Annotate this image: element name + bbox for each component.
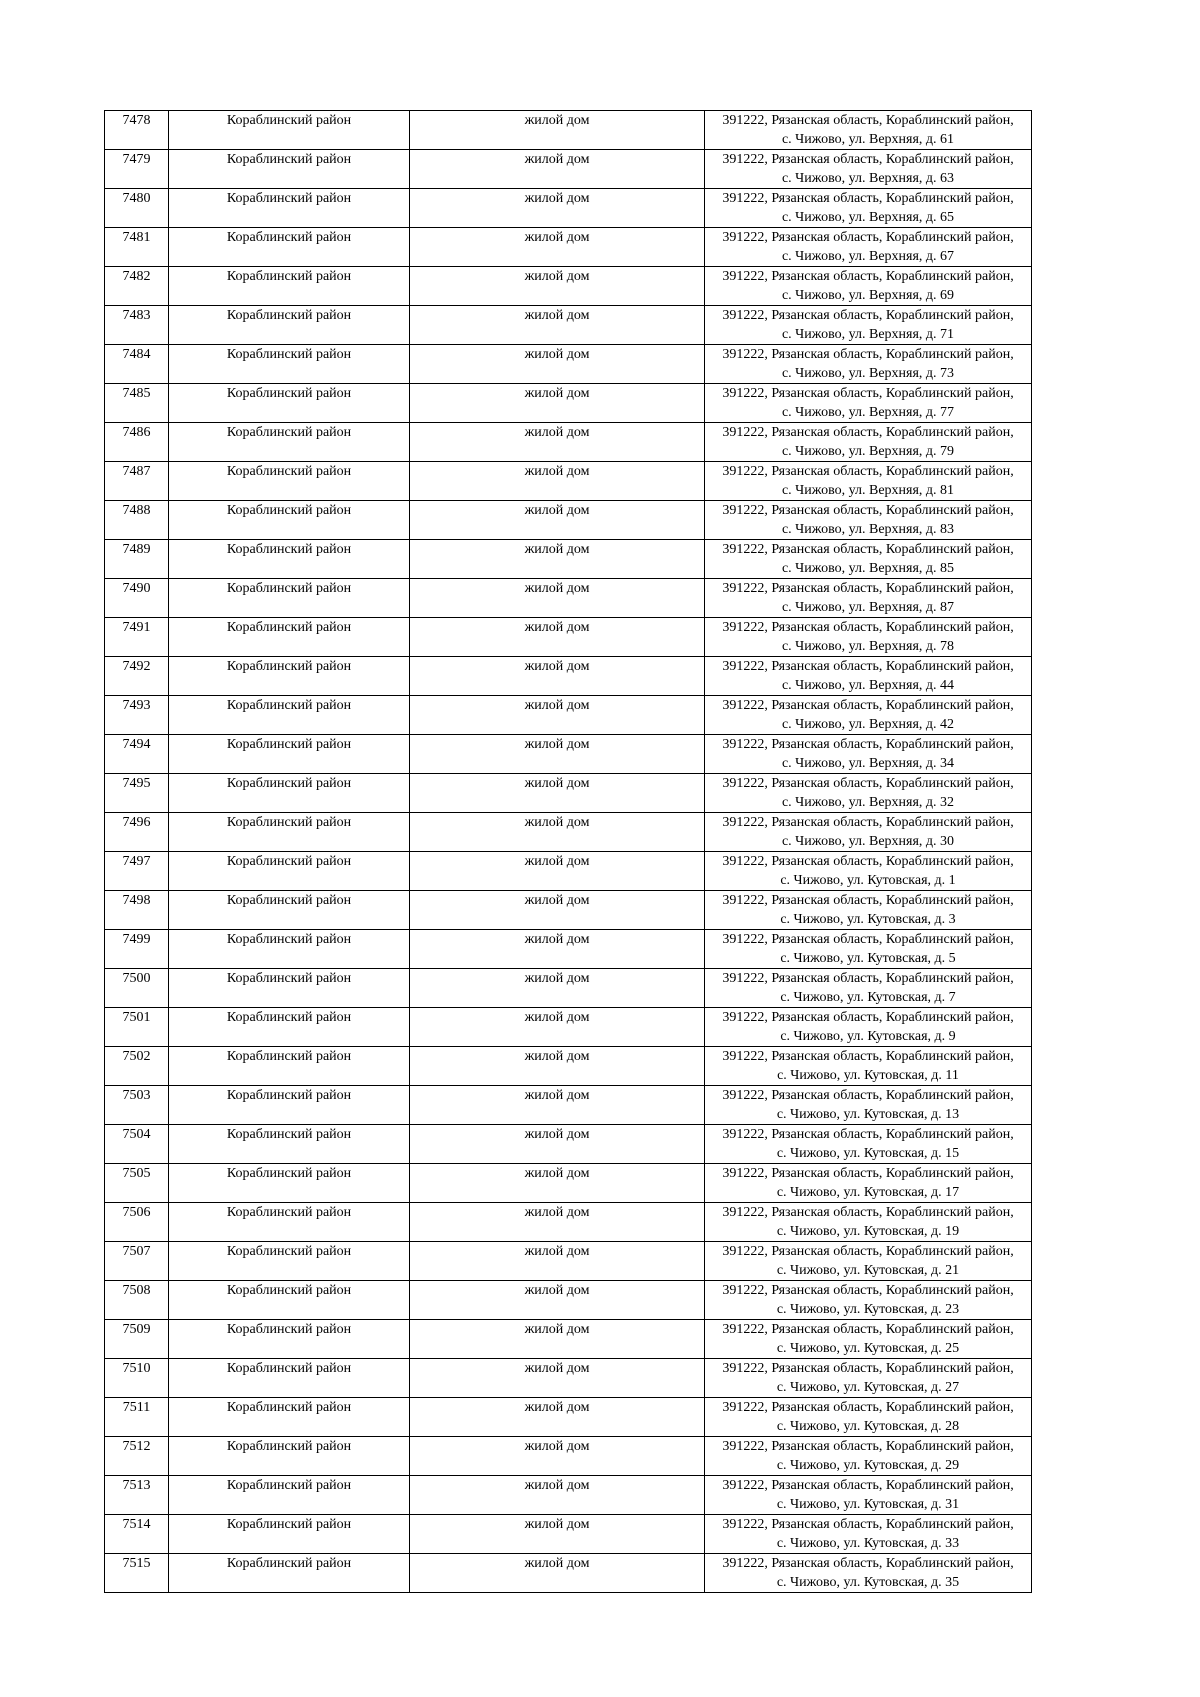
table-row — [105, 1281, 1032, 1320]
address-line-region: 391222, Рязанская область, Кораблинский район, — [722, 386, 1014, 401]
district-cell: Кораблинский район — [169, 228, 410, 267]
row-number-cell: 7480 — [105, 189, 169, 228]
address-cell — [705, 1476, 1032, 1515]
row-number-cell: 7502 — [105, 1047, 169, 1086]
row-number-cell: 7483 — [105, 306, 169, 345]
address-cell — [705, 1437, 1032, 1476]
table-row — [105, 1437, 1032, 1476]
address-line-street: с. Чижово, ул. Кутовская, д. 1 — [780, 873, 956, 888]
district-cell: Кораблинский район — [169, 1320, 410, 1359]
row-number-cell: 7503 — [105, 1086, 169, 1125]
address-cell — [705, 1008, 1032, 1047]
table-row — [105, 267, 1032, 306]
row-number-cell: 7504 — [105, 1125, 169, 1164]
address-line-region: 391222, Рязанская область, Кораблинский район, — [722, 1400, 1014, 1415]
address-line-region: 391222, Рязанская область, Кораблинский район, — [722, 542, 1014, 557]
address-line-street: с. Чижово, ул. Верхняя, д. 61 — [781, 132, 955, 147]
row-number-cell: 7498 — [105, 891, 169, 930]
address-cell — [705, 1203, 1032, 1242]
address-line-region: 391222, Рязанская область, Кораблинский район, — [722, 1556, 1014, 1571]
row-number-cell: 7511 — [105, 1398, 169, 1437]
object-type-cell: жилой дом — [410, 1359, 705, 1398]
row-number-cell: 7494 — [105, 735, 169, 774]
table-row — [105, 1047, 1032, 1086]
table-row — [105, 1242, 1032, 1281]
address-cell — [705, 657, 1032, 696]
address-line-street: с. Чижово, ул. Кутовская, д. 5 — [780, 951, 956, 966]
address-line-region: 391222, Рязанская область, Кораблинский район, — [722, 1322, 1014, 1337]
object-type-cell: жилой дом — [410, 774, 705, 813]
address-line-region: 391222, Рязанская область, Кораблинский район, — [722, 737, 1014, 752]
district-cell: Кораблинский район — [169, 1008, 410, 1047]
district-cell: Кораблинский район — [169, 540, 410, 579]
address-cell — [705, 1359, 1032, 1398]
row-number-cell: 7493 — [105, 696, 169, 735]
table-row — [105, 774, 1032, 813]
address-line-region: 391222, Рязанская область, Кораблинский район, — [722, 1166, 1014, 1181]
address-line-street: с. Чижово, ул. Кутовская, д. 27 — [776, 1380, 960, 1395]
table-row — [105, 345, 1032, 384]
table-row — [105, 1086, 1032, 1125]
address-line-street: с. Чижово, ул. Верхняя, д. 44 — [781, 678, 955, 693]
address-cell — [705, 228, 1032, 267]
row-number-cell: 7505 — [105, 1164, 169, 1203]
district-cell: Кораблинский район — [169, 462, 410, 501]
address-line-region: 391222, Рязанская область, Кораблинский район, — [722, 893, 1014, 908]
address-line-street: с. Чижово, ул. Кутовская, д. 28 — [776, 1419, 960, 1434]
object-type-cell: жилой дом — [410, 228, 705, 267]
address-line-street: с. Чижово, ул. Кутовская, д. 25 — [776, 1341, 960, 1356]
row-number-cell: 7507 — [105, 1242, 169, 1281]
address-line-region: 391222, Рязанская область, Кораблинский район, — [722, 1439, 1014, 1454]
address-cell — [705, 1320, 1032, 1359]
address-line-region: 391222, Рязанская область, Кораблинский район, — [722, 815, 1014, 830]
address-line-region: 391222, Рязанская область, Кораблинский район, — [722, 191, 1014, 206]
address-cell — [705, 579, 1032, 618]
object-type-cell: жилой дом — [410, 1242, 705, 1281]
address-line-street: с. Чижово, ул. Кутовская, д. 11 — [777, 1068, 959, 1083]
row-number-cell: 7499 — [105, 930, 169, 969]
address-line-region: 391222, Рязанская область, Кораблинский район, — [722, 659, 1014, 674]
address-line-region: 391222, Рязанская область, Кораблинский район, — [722, 347, 1014, 362]
district-cell: Кораблинский район — [169, 189, 410, 228]
object-type-cell: жилой дом — [410, 189, 705, 228]
address-line-street: с. Чижово, ул. Кутовская, д. 35 — [776, 1575, 960, 1590]
object-type-cell: жилой дом — [410, 1476, 705, 1515]
object-type-cell: жилой дом — [410, 1437, 705, 1476]
table-row — [105, 228, 1032, 267]
table-row — [105, 813, 1032, 852]
address-line-street: с. Чижово, ул. Верхняя, д. 77 — [781, 405, 955, 420]
object-type-cell: жилой дом — [410, 852, 705, 891]
table-row — [105, 852, 1032, 891]
district-cell: Кораблинский район — [169, 1203, 410, 1242]
address-cell — [705, 1086, 1032, 1125]
address-cell — [705, 1164, 1032, 1203]
object-type-cell: жилой дом — [410, 1086, 705, 1125]
address-line-region: 391222, Рязанская область, Кораблинский район, — [722, 1049, 1014, 1064]
address-cell — [705, 150, 1032, 189]
district-cell: Кораблинский район — [169, 579, 410, 618]
address-cell — [705, 1554, 1032, 1593]
address-line-region: 391222, Рязанская область, Кораблинский район, — [722, 230, 1014, 245]
table-row — [105, 423, 1032, 462]
district-cell: Кораблинский район — [169, 423, 410, 462]
table-row — [105, 462, 1032, 501]
district-cell: Кораблинский район — [169, 111, 410, 150]
table-row — [105, 384, 1032, 423]
table-row — [105, 1320, 1032, 1359]
address-line-region: 391222, Рязанская область, Кораблинский район, — [722, 1010, 1014, 1025]
address-cell — [705, 735, 1032, 774]
address-line-street: с. Чижово, ул. Верхняя, д. 63 — [781, 171, 955, 186]
address-line-region: 391222, Рязанская область, Кораблинский район, — [722, 1478, 1014, 1493]
object-type-cell: жилой дом — [410, 1125, 705, 1164]
table-row — [105, 696, 1032, 735]
table-row — [105, 1203, 1032, 1242]
table-row — [105, 150, 1032, 189]
district-cell: Кораблинский район — [169, 930, 410, 969]
table-row — [105, 1515, 1032, 1554]
district-cell: Кораблинский район — [169, 306, 410, 345]
district-cell: Кораблинский район — [169, 1515, 410, 1554]
row-number-cell: 7508 — [105, 1281, 169, 1320]
address-cell — [705, 423, 1032, 462]
object-type-cell: жилой дом — [410, 306, 705, 345]
address-cell — [705, 969, 1032, 1008]
address-line-region: 391222, Рязанская область, Кораблинский район, — [722, 113, 1014, 128]
row-number-cell: 7489 — [105, 540, 169, 579]
district-cell: Кораблинский район — [169, 774, 410, 813]
table-row — [105, 1008, 1032, 1047]
address-line-street: с. Чижово, ул. Верхняя, д. 34 — [781, 756, 955, 771]
address-cell — [705, 930, 1032, 969]
address-cell — [705, 891, 1032, 930]
object-type-cell: жилой дом — [410, 1164, 705, 1203]
address-cell — [705, 1398, 1032, 1437]
address-line-street: с. Чижово, ул. Кутовская, д. 29 — [776, 1458, 960, 1473]
address-line-region: 391222, Рязанская область, Кораблинский район, — [722, 776, 1014, 791]
object-type-cell: жилой дом — [410, 267, 705, 306]
object-type-cell: жилой дом — [410, 1398, 705, 1437]
row-number-cell: 7491 — [105, 618, 169, 657]
address-line-region: 391222, Рязанская область, Кораблинский район, — [722, 308, 1014, 323]
row-number-cell: 7485 — [105, 384, 169, 423]
address-cell — [705, 813, 1032, 852]
district-cell: Кораблинский район — [169, 345, 410, 384]
row-number-cell: 7514 — [105, 1515, 169, 1554]
address-line-region: 391222, Рязанская область, Кораблинский район, — [722, 932, 1014, 947]
district-cell: Кораблинский район — [169, 891, 410, 930]
object-type-cell: жилой дом — [410, 150, 705, 189]
address-line-street: с. Чижово, ул. Кутовская, д. 21 — [776, 1263, 960, 1278]
address-cell — [705, 306, 1032, 345]
address-cell — [705, 774, 1032, 813]
address-line-region: 391222, Рязанская область, Кораблинский район, — [722, 854, 1014, 869]
district-cell: Кораблинский район — [169, 501, 410, 540]
address-cell — [705, 618, 1032, 657]
object-type-cell: жилой дом — [410, 345, 705, 384]
address-cell — [705, 111, 1032, 150]
address-line-street: с. Чижово, ул. Верхняя, д. 78 — [781, 639, 955, 654]
table-row — [105, 306, 1032, 345]
table-row — [105, 189, 1032, 228]
address-line-street: с. Чижово, ул. Верхняя, д. 67 — [781, 249, 955, 264]
address-cell — [705, 501, 1032, 540]
district-cell: Кораблинский район — [169, 1125, 410, 1164]
address-line-region: 391222, Рязанская область, Кораблинский район, — [722, 581, 1014, 596]
address-cell — [705, 1515, 1032, 1554]
registry-table-body — [105, 111, 1032, 1593]
district-cell: Кораблинский район — [169, 852, 410, 891]
object-type-cell: жилой дом — [410, 1320, 705, 1359]
district-cell: Кораблинский район — [169, 735, 410, 774]
address-line-street: с. Чижово, ул. Верхняя, д. 83 — [781, 522, 955, 537]
district-cell: Кораблинский район — [169, 1398, 410, 1437]
row-number-cell: 7492 — [105, 657, 169, 696]
address-line-region: 391222, Рязанская область, Кораблинский район, — [722, 425, 1014, 440]
object-type-cell: жилой дом — [410, 1047, 705, 1086]
address-line-region: 391222, Рязанская область, Кораблинский район, — [722, 1361, 1014, 1376]
row-number-cell: 7487 — [105, 462, 169, 501]
object-type-cell: жилой дом — [410, 696, 705, 735]
table-row — [105, 540, 1032, 579]
address-line-region: 391222, Рязанская область, Кораблинский район, — [722, 269, 1014, 284]
row-number-cell: 7481 — [105, 228, 169, 267]
object-type-cell: жилой дом — [410, 1554, 705, 1593]
address-line-street: с. Чижово, ул. Верхняя, д. 32 — [781, 795, 955, 810]
table-row — [105, 657, 1032, 696]
object-type-cell: жилой дом — [410, 657, 705, 696]
address-line-street: с. Чижово, ул. Кутовская, д. 31 — [776, 1497, 960, 1512]
address-line-street: с. Чижово, ул. Верхняя, д. 79 — [781, 444, 955, 459]
address-line-street: с. Чижово, ул. Кутовская, д. 13 — [776, 1107, 960, 1122]
address-line-region: 391222, Рязанская область, Кораблинский район, — [722, 1088, 1014, 1103]
district-cell: Кораблинский район — [169, 267, 410, 306]
address-line-street: с. Чижово, ул. Кутовская, д. 19 — [776, 1224, 960, 1239]
table-row — [105, 930, 1032, 969]
object-type-cell: жилой дом — [410, 891, 705, 930]
row-number-cell: 7488 — [105, 501, 169, 540]
row-number-cell: 7484 — [105, 345, 169, 384]
table-row — [105, 1125, 1032, 1164]
object-type-cell: жилой дом — [410, 1203, 705, 1242]
object-type-cell: жилой дом — [410, 501, 705, 540]
district-cell: Кораблинский район — [169, 618, 410, 657]
row-number-cell: 7500 — [105, 969, 169, 1008]
district-cell: Кораблинский район — [169, 1359, 410, 1398]
address-line-street: с. Чижово, ул. Верхняя, д. 85 — [781, 561, 955, 576]
address-line-street: с. Чижово, ул. Верхняя, д. 81 — [781, 483, 955, 498]
district-cell: Кораблинский район — [169, 150, 410, 189]
object-type-cell: жилой дом — [410, 618, 705, 657]
row-number-cell: 7501 — [105, 1008, 169, 1047]
address-line-street: с. Чижово, ул. Кутовская, д. 17 — [776, 1185, 960, 1200]
object-type-cell: жилой дом — [410, 1281, 705, 1320]
row-number-cell: 7515 — [105, 1554, 169, 1593]
district-cell: Кораблинский район — [169, 1281, 410, 1320]
object-type-cell: жилой дом — [410, 462, 705, 501]
object-type-cell: жилой дом — [410, 969, 705, 1008]
district-cell: Кораблинский район — [169, 1164, 410, 1203]
address-cell — [705, 1281, 1032, 1320]
district-cell: Кораблинский район — [169, 1086, 410, 1125]
row-number-cell: 7486 — [105, 423, 169, 462]
address-cell — [705, 696, 1032, 735]
object-type-cell: жилой дом — [410, 1008, 705, 1047]
district-cell: Кораблинский район — [169, 969, 410, 1008]
row-number-cell: 7509 — [105, 1320, 169, 1359]
address-line-street: с. Чижово, ул. Верхняя, д. 87 — [781, 600, 955, 615]
table-row — [105, 1359, 1032, 1398]
row-number-cell: 7496 — [105, 813, 169, 852]
address-line-street: с. Чижово, ул. Кутовская, д. 23 — [776, 1302, 960, 1317]
address-line-street: с. Чижово, ул. Кутовская, д. 9 — [780, 1029, 956, 1044]
district-cell: Кораблинский район — [169, 1047, 410, 1086]
district-cell: Кораблинский район — [169, 696, 410, 735]
object-type-cell: жилой дом — [410, 384, 705, 423]
table-row — [105, 1398, 1032, 1437]
address-cell — [705, 267, 1032, 306]
district-cell: Кораблинский район — [169, 813, 410, 852]
table-row — [105, 969, 1032, 1008]
table-row — [105, 891, 1032, 930]
row-number-cell: 7513 — [105, 1476, 169, 1515]
row-number-cell: 7512 — [105, 1437, 169, 1476]
district-cell: Кораблинский район — [169, 1242, 410, 1281]
object-type-cell: жилой дом — [410, 1515, 705, 1554]
address-line-region: 391222, Рязанская область, Кораблинский район, — [722, 1244, 1014, 1259]
address-line-region: 391222, Рязанская область, Кораблинский район, — [722, 152, 1014, 167]
row-number-cell: 7510 — [105, 1359, 169, 1398]
address-line-region: 391222, Рязанская область, Кораблинский район, — [722, 698, 1014, 713]
object-type-cell: жилой дом — [410, 111, 705, 150]
row-number-cell: 7479 — [105, 150, 169, 189]
table-row — [105, 1164, 1032, 1203]
address-cell — [705, 345, 1032, 384]
address-line-region: 391222, Рязанская область, Кораблинский район, — [722, 1205, 1014, 1220]
address-line-street: с. Чижово, ул. Верхняя, д. 65 — [781, 210, 955, 225]
address-line-region: 391222, Рязанская область, Кораблинский район, — [722, 1517, 1014, 1532]
address-line-street: с. Чижово, ул. Кутовская, д. 33 — [776, 1536, 960, 1551]
address-cell — [705, 462, 1032, 501]
table-row — [105, 1476, 1032, 1515]
address-line-region: 391222, Рязанская область, Кораблинский район, — [722, 503, 1014, 518]
row-number-cell: 7478 — [105, 111, 169, 150]
district-cell: Кораблинский район — [169, 657, 410, 696]
row-number-cell: 7482 — [105, 267, 169, 306]
object-type-cell: жилой дом — [410, 930, 705, 969]
table-row — [105, 618, 1032, 657]
address-cell — [705, 852, 1032, 891]
address-line-street: с. Чижово, ул. Кутовская, д. 7 — [780, 990, 956, 1005]
address-line-street: с. Чижово, ул. Верхняя, д. 73 — [781, 366, 955, 381]
row-number-cell: 7506 — [105, 1203, 169, 1242]
address-cell — [705, 540, 1032, 579]
table-row — [105, 501, 1032, 540]
district-cell: Кораблинский район — [169, 1437, 410, 1476]
address-cell — [705, 384, 1032, 423]
address-line-region: 391222, Рязанская область, Кораблинский район, — [722, 464, 1014, 479]
row-number-cell: 7495 — [105, 774, 169, 813]
table-row — [105, 579, 1032, 618]
address-line-region: 391222, Рязанская область, Кораблинский район, — [722, 620, 1014, 635]
address-line-street: с. Чижово, ул. Кутовская, д. 3 — [780, 912, 956, 927]
address-line-street: с. Чижово, ул. Кутовская, д. 15 — [776, 1146, 960, 1161]
address-cell — [705, 1125, 1032, 1164]
row-number-cell: 7490 — [105, 579, 169, 618]
table-row — [105, 1554, 1032, 1593]
object-type-cell: жилой дом — [410, 813, 705, 852]
address-line-street: с. Чижово, ул. Верхняя, д. 69 — [781, 288, 955, 303]
address-line-street: с. Чижово, ул. Верхняя, д. 30 — [781, 834, 955, 849]
district-cell: Кораблинский район — [169, 1554, 410, 1593]
table-row — [105, 735, 1032, 774]
address-line-street: с. Чижово, ул. Верхняя, д. 71 — [781, 327, 955, 342]
address-line-street: с. Чижово, ул. Верхняя, д. 42 — [781, 717, 955, 732]
address-line-region: 391222, Рязанская область, Кораблинский район, — [722, 971, 1014, 986]
object-type-cell: жилой дом — [410, 579, 705, 618]
address-cell — [705, 1242, 1032, 1281]
address-cell — [705, 189, 1032, 228]
address-line-region: 391222, Рязанская область, Кораблинский район, — [722, 1127, 1014, 1142]
district-cell: Кораблинский район — [169, 1476, 410, 1515]
row-number-cell: 7497 — [105, 852, 169, 891]
address-cell — [705, 1047, 1032, 1086]
address-line-region: 391222, Рязанская область, Кораблинский район, — [722, 1283, 1014, 1298]
object-type-cell: жилой дом — [410, 735, 705, 774]
housing-registry-table — [104, 110, 1032, 1593]
district-cell: Кораблинский район — [169, 384, 410, 423]
object-type-cell: жилой дом — [410, 540, 705, 579]
table-row — [105, 111, 1032, 150]
object-type-cell: жилой дом — [410, 423, 705, 462]
